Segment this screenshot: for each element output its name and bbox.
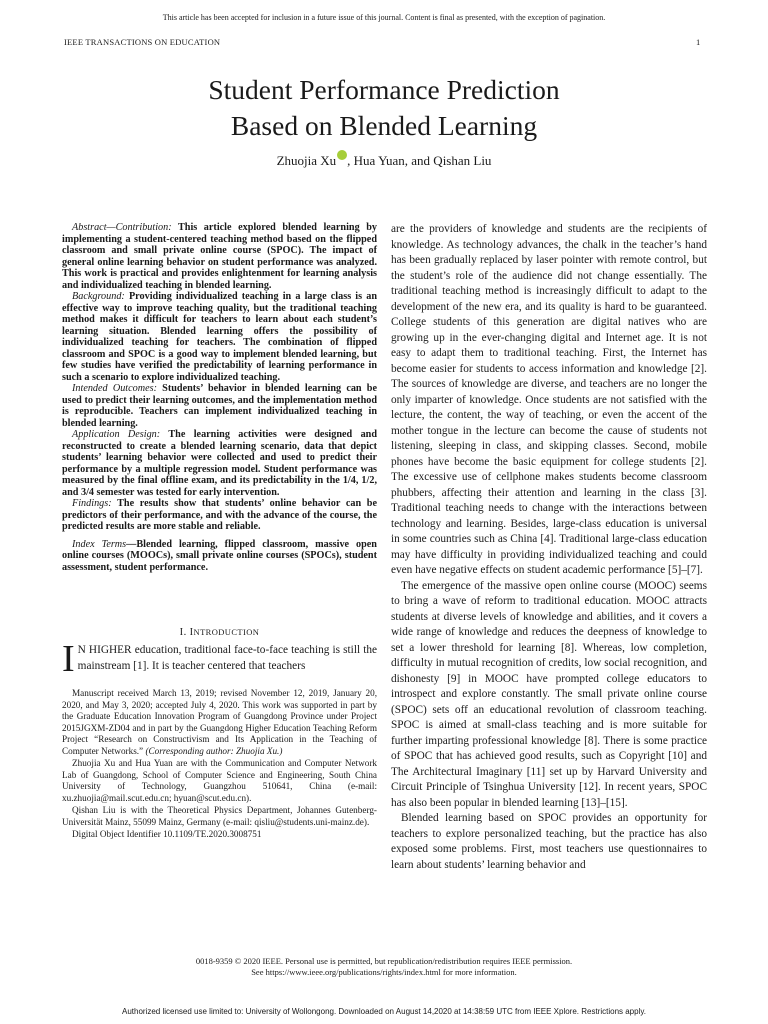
body-paragraph-2: The emergence of the massive open online course (MOOC) seems to bring a wave of reform to traditional education. MOOC attracts students at diverse levels of knowledge and abilities, and it covers a wide range of knowledge and reduces the deepness of knowledge to set a lower threshold for learning [8]. Whereas, low completion, difficulty in mutual recognition of credits, low social recognition, and dishonesty [9] in MOOC have prompted college educators to introspect and explore constantly. The small private online course (SPOC) sets off an educational revolution of classroom teaching. SPOC is aimed at small-class teaching and is more suitable for further imparting professional knowledge [8]. There is some practice of SPOC that has achieved good results, such as Copyright [10] and The Architectural Imaginary [11] set up by Harvard University and Circuit Principle of Tsinghua University [12]. In recent years, SPOC has also been popular in blended learning [13]–[15]. xyxy=(391,579,707,809)
section-numeral: I. xyxy=(179,627,187,638)
abstract-findings-label: Findings: xyxy=(72,498,112,509)
title-line-2: Based on Blended Learning xyxy=(230,110,538,141)
abstract-outcomes xyxy=(62,383,377,429)
footnotes xyxy=(62,688,377,841)
index-terms-label: Index Terms xyxy=(72,538,127,550)
footnote-doi: Digital Object Identifier 10.1109/TE.2020.3008751 xyxy=(72,829,262,839)
index-terms-text: —Blended learning, flipped classroom, massive open online courses (MOOCs), small private online courses (SPOCs), student assessment, student performance. xyxy=(62,538,377,573)
title-line-1: Student Performance Prediction xyxy=(208,74,560,105)
first-author: Zhuojia Xu xyxy=(276,153,337,168)
abstract-design xyxy=(62,429,377,498)
orcid-icon[interactable] xyxy=(337,150,347,160)
footnote-affiliation-1: Zhuojia Xu and Hua Yuan are with the Communication and Computer Network Lab of Guangdong, School of Computer Science and Engineering, South China University of Technology, Guangzhou 510641, China (e-mail: xu.zhuojia@mail.scut.edu.cn; hyuan@scut.edu.cn). xyxy=(62,758,377,803)
intro-first-paragraph xyxy=(62,638,377,680)
footnote-affiliation-2: Qishan Liu is with the Theoretical Physics Department, Johannes Gutenberg-Universität Mainz, 55099 Mainz, Germany (e-mail: qisliu@students.uni-mainz.de). xyxy=(62,805,377,827)
intro-caps: N HIGHER xyxy=(77,644,132,656)
footnote-received xyxy=(62,688,377,757)
left-column xyxy=(62,222,377,842)
abstract-outcomes-label: Intended Outcomes: xyxy=(72,383,157,394)
intro-paragraph xyxy=(62,638,377,680)
abstract-design-text: The learning activities were designed and reconstructed to create a blended learning scenario, data that depict students’ learning behavior were collected and used to predict their performance by a multiple regression model. Student performance was measured by the final offline exam, and its predictability in the 1/4, 1/2, and 3/4 semester was tested for early intervention. xyxy=(62,429,377,498)
right-column xyxy=(391,222,707,873)
page-number: 1 xyxy=(696,37,701,47)
abstract-findings xyxy=(62,498,377,533)
footnote-corresponding: (Corresponding author: Zhuojia Xu.) xyxy=(145,745,283,756)
abstract-findings-text: The results show that students’ online behavior can be predictors of their performance, and with the advance of the course, the predicted results are more stable and reliable. xyxy=(62,498,377,532)
abstract-background-text: Providing individualized teaching in a large class is an effective way to improve teaching quality, but the traditional teaching method makes it difficult for teachers to learn about each student’s learning situation. Blended learning offers the possibility of individualized teaching for teachers. The combination of flipped classroom and SPOC is a good way to implement blended learning, but few studies have verified the predictability of learning performance in such a scenario to explore individualized teaching. xyxy=(62,291,377,383)
paper-title xyxy=(0,72,768,144)
footnote-received-text: Manuscript received March 13, 2019; revised November 12, 2019, January 20, 2020, and May 3, 2020; accepted July 4, 2020. This work was supported in part by the Graduate Education Innovation Program of Guangdong Province under Project 2015JGXM-ZD04 and in part by the Guangdong Higher Education Teaching Reform Project “Research on Constructivism and Its Application in the Teaching of Computer Networks.” xyxy=(62,688,377,756)
copyright-line-2: See https://www.ieee.org/publications/rights/index.html for more information. xyxy=(251,967,517,977)
abstract-design-label: Application Design: xyxy=(72,429,161,440)
body-paragraph-3: Blended learning based on SPOC provides an opportunity for teachers to explore personalized teaching, but the practice has also exposed some problems. First, most teachers use questionnaires to learn about students’ learning behavior and xyxy=(391,812,707,871)
intro-text: education, traditional face-to-face teaching is still the mainstream [1]. It is teacher centered that teachers xyxy=(77,644,377,672)
drop-cap: I xyxy=(62,638,75,680)
index-terms xyxy=(62,539,377,574)
author-list xyxy=(0,150,768,169)
section-title-initial: I xyxy=(189,627,194,638)
other-authors: , Hua Yuan, and Qishan Liu xyxy=(347,153,492,168)
copyright-notice xyxy=(0,956,768,978)
authorized-use-footer: Authorized licensed use limited to: University of Wollongong. Downloaded on August 14,2020 at 14:38:59 UTC from IEEE Xplore. Restrictions apply. xyxy=(122,1007,646,1016)
abstract-contribution-text: This article explored blended learning by implementing a student-centered teaching method based on the flipped classroom and small private online course (SPOC). The impact of general online learning behavior on student performance was analyzed. This work is practical and provides enlightenment for learning analysis and individualized teaching in blended learning. xyxy=(62,222,377,291)
abstract-background-label: Background: xyxy=(72,291,125,302)
abstract-contribution-label: Abstract—Contribution: xyxy=(72,222,172,233)
section-heading-introduction xyxy=(62,627,377,638)
journal-running-head: IEEE TRANSACTIONS ON EDUCATION xyxy=(64,37,221,47)
abstract-outcomes-text: Students’ behavior in blended learning can be used to predict their learning outcomes, and the implementation method is reproducible. Teachers can implement individualized teaching in blended learning. xyxy=(62,383,377,429)
section-title-rest: NTRODUCTION xyxy=(193,627,260,637)
copyright-line-1: 0018-9359 © 2020 IEEE. Personal use is permitted, but republication/redistribution requires IEEE permission. xyxy=(195,956,573,966)
publication-notice: This article has been accepted for inclusion in a future issue of this journal. Content is final as presented, with the exception of pagination. xyxy=(162,13,606,22)
abstract-contribution xyxy=(62,222,377,291)
body-paragraph-1: are the providers of knowledge and students are the recipients of knowledge. As technology advances, the chalk in the teacher’s hand has been gradually replaced by laser pointer with remote control, but the student’s role of the audience did not change essentially. The traditional teaching method is increasingly difficult to adapt to the development of the new era, and its quality is hard to be guaranteed. College students of this generation are digital natives who are growing up in the ever-changing digital and Internet age. It is not easy to adapt them to traditional teaching. First, the Internet has become easier for students to access information and knowledge [2]. The sources of knowledge are diverse, and teachers are no longer the only imparter of knowledge. Once students are not satisfied with the lecture, the content, the way of teaching, or even the accent of the mother tongue in the lecture can become the cause of students not listening, sleeping in class, and skipping classes. Second, mobile phones have become the basic equipment for college students [2]. The excessive use of cellphone makes students become classroom phubbers, affecting their attention and learning in the class [3]. Traditional teaching needs to change with the interactions between technology and learning. Besides, large-class education is universal in some countries such as China [4]. Traditional large-class education may have difficulty in providing individualized teaching and could even have negative effects on student academic performance [5]–[7]. xyxy=(391,223,707,576)
abstract-background xyxy=(62,291,377,383)
abstract xyxy=(62,222,377,573)
